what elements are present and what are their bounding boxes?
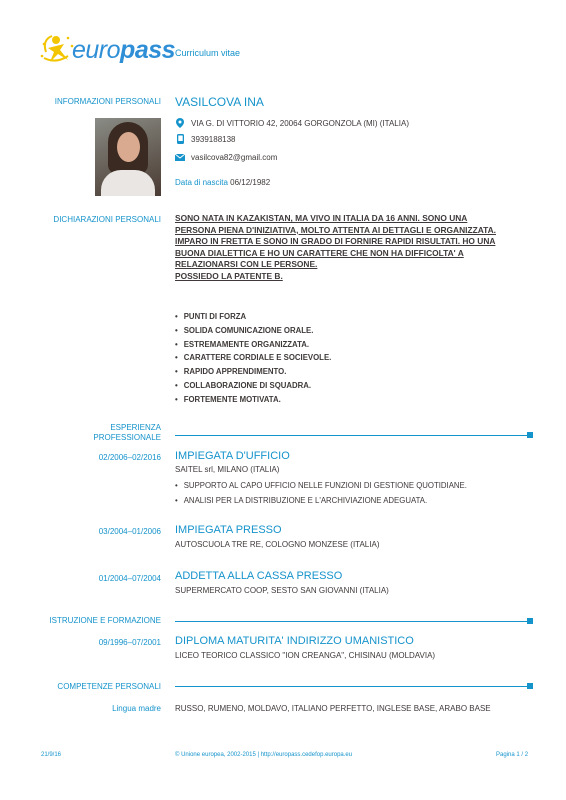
email-row [175, 153, 277, 162]
list-item: • COLLABORAZIONE DI SQUADRA. [175, 379, 331, 393]
education-title: DIPLOMA MATURITA' INDIRIZZO UMANISTICO [175, 635, 414, 647]
section-marker [527, 618, 533, 624]
list-item: • FORTEMENTE MOTIVATA. [175, 393, 331, 407]
europass-wordmark [72, 36, 175, 65]
section-divider [175, 686, 527, 687]
experience-label-line1: ESPERIENZA [110, 423, 161, 432]
experience-label [41, 423, 161, 443]
list-item: • ANALISI PER LA DISTRIBUZIONE E L'ARCHIVIAZIONE ADEGUATA. [175, 493, 467, 508]
section-marker [527, 683, 533, 689]
declaration-line: PERSONA PIENA D'INIZIATIVA, MOLTO ATTENTA AI DETTAGLI E ORGANIZZATA. [175, 224, 496, 235]
job-duties [175, 478, 467, 508]
strengths-list [175, 310, 331, 407]
list-item: • ESTREMAMENTE ORGANIZZATA. [175, 338, 331, 352]
job-date: 02/2006–02/2016 [98, 453, 161, 462]
job-employer: AUTOSCUOLA TRE RE, COLOGNO MONZESE (ITALIA) [175, 540, 380, 549]
footer-page-number: Pagina 1 / 2 [496, 752, 529, 758]
list-item: • CARATTERE CORDIALE E SOCIEVOLE. [175, 351, 331, 365]
job-employer: SUPERMERCATO COOP, SESTO SAN GIOVANNI (ITALIA) [175, 586, 389, 595]
job-title: ADDETTA ALLA CASSA PRESSO [175, 570, 343, 582]
footer-copyright[interactable]: © Unione europea, 2002-2015 | http://europass.cedefop.europa.eu [175, 752, 353, 758]
phone-row [175, 134, 236, 144]
list-item: • RAPIDO APPRENDIMENTO. [175, 365, 331, 379]
declaration-line: BUONA DIALETTICA E HO UN CARATTERE CHE NON HA DIFFICOLTA' A [175, 247, 464, 258]
list-item: • SOLIDA COMUNICAZIONE ORALE. [175, 324, 331, 338]
logo-pass: pass [120, 36, 176, 64]
declaration-line: IMPARO IN FRETTA E SONO IN GRADO DI FORNIRE RAPIDI RISULTATI. HO UNA [175, 236, 496, 247]
profile-photo [95, 118, 161, 196]
email-text[interactable]: vasilcova82@gmail.com [191, 153, 278, 162]
job-employer: SAITEL srl, MILANO (ITALIA) [175, 465, 280, 474]
phone-text[interactable]: 3939188138 [191, 134, 236, 144]
birth-label: Data di nascita [175, 178, 228, 187]
declaration-line: RELAZIONARSI CON LE PERSONE. [175, 259, 318, 270]
address-text: VIA G. DI VITTORIO 42, 20064 GORGONZOLA (MI) (ITALIA) [191, 118, 409, 128]
job-date: 01/2004–07/2004 [98, 574, 161, 583]
envelope-icon [175, 154, 185, 161]
declaration-line: SONO NATA IN KAZAKISTAN, MA VIVO IN ITALIA DA 16 ANNI. SONO UNA [175, 213, 468, 223]
logo-euro: euro [72, 36, 121, 64]
europass-logo [38, 30, 176, 70]
birth-date: 06/12/1982 [230, 178, 271, 187]
education-date: 09/1996–07/2001 [98, 638, 161, 647]
section-divider [175, 435, 527, 436]
declarations-text [175, 213, 530, 283]
job-title: IMPIEGATA PRESSO [175, 524, 282, 536]
address-row [175, 118, 409, 128]
section-divider [175, 621, 527, 622]
location-pin-icon [175, 118, 185, 128]
mother-tongue-value: RUSSO, RUMENO, MOLDAVO, ITALIANO PERFETTO, INGLESE BASE, ARABO BASE [175, 704, 491, 713]
list-item: • SUPPORTO AL CAPO UFFICIO NELLE FUNZIONI DI GESTIONE QUOTIDIANE. [175, 478, 467, 493]
experience-label-line2: PROFESSIONALE [93, 433, 161, 442]
skills-label: COMPETENZE PERSONALI [57, 682, 161, 691]
job-title: IMPIEGATA D'UFFICIO [175, 450, 290, 462]
document-title: Curriculum vitae [175, 48, 241, 58]
full-name: VASILCOVA INA [175, 95, 264, 109]
education-label: ISTRUZIONE E FORMAZIONE [49, 616, 161, 625]
personal-info-label: INFORMAZIONI PERSONALI [54, 97, 161, 106]
job-date: 03/2004–01/2006 [98, 527, 161, 536]
education-school: LICEO TEORICO CLASSICO "ION CREANGA", CHISINAU (MOLDAVIA) [175, 651, 436, 660]
declarations-label: DICHIARAZIONI PERSONALI [53, 215, 161, 224]
footer-date: 21/9/16 [41, 752, 62, 758]
mother-tongue-label: Lingua madre [112, 704, 161, 713]
declaration-line: POSSIEDO LA PATENTE B. [175, 270, 283, 281]
mobile-phone-icon [175, 134, 185, 144]
section-marker [527, 432, 533, 438]
birth-row [175, 178, 270, 187]
list-item: • PUNTI DI FORZA [175, 310, 331, 324]
